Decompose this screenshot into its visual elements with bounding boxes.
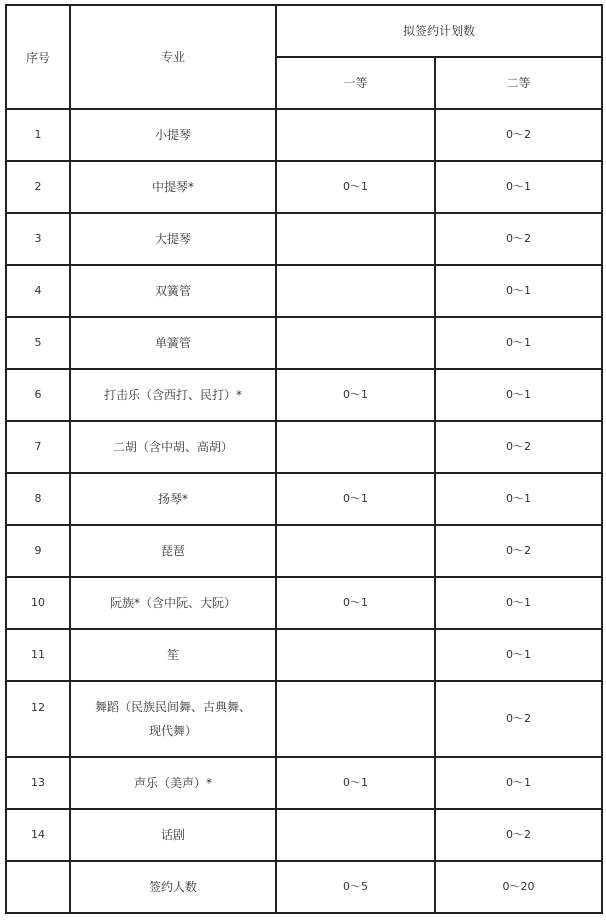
row-index: 14	[6, 809, 70, 861]
header-major: 专业	[70, 5, 276, 109]
table-row	[6, 473, 602, 525]
table-row	[6, 809, 602, 861]
row-major: 中提琴*	[70, 161, 276, 213]
table-row	[6, 317, 602, 369]
row-second: 0～2	[435, 809, 602, 861]
row-first	[276, 265, 435, 317]
row-index: 2	[6, 161, 70, 213]
row-index: 1	[6, 109, 70, 161]
row-index: 4	[6, 265, 70, 317]
table-row	[6, 525, 602, 577]
row-index: 3	[6, 213, 70, 265]
row-major: 笙	[70, 629, 276, 681]
header-first: 一等	[276, 57, 435, 109]
header-index: 序号	[6, 5, 70, 109]
row-first	[276, 109, 435, 161]
row-second: 0～1	[435, 317, 602, 369]
row-index: 6	[6, 369, 70, 421]
row-second: 0～1	[435, 265, 602, 317]
row-first	[276, 629, 435, 681]
row-second: 0～1	[435, 161, 602, 213]
row-major: 大提琴	[70, 213, 276, 265]
row-major: 琵琶	[70, 525, 276, 577]
row-index: 11	[6, 629, 70, 681]
table-row	[6, 757, 602, 809]
row-index: 7	[6, 421, 70, 473]
row-second: 0～2	[435, 681, 602, 757]
row-major: 双簧管	[70, 265, 276, 317]
row-index: 5	[6, 317, 70, 369]
row-major: 小提琴	[70, 109, 276, 161]
table-row	[6, 369, 602, 421]
row-major	[70, 681, 276, 757]
row-first	[276, 525, 435, 577]
row-second: 0～2	[435, 525, 602, 577]
row-second: 0～1	[435, 577, 602, 629]
row-first: 0～1	[276, 369, 435, 421]
table-row	[6, 577, 602, 629]
table-row	[6, 629, 602, 681]
row-major: 声乐（美声）*	[70, 757, 276, 809]
total-index	[6, 861, 70, 913]
table-row	[6, 109, 602, 161]
row-major: 单簧管	[70, 317, 276, 369]
row-major: 话剧	[70, 809, 276, 861]
row-major: 阮族*（含中阮、大阮）	[70, 577, 276, 629]
row-first	[276, 681, 435, 757]
row-second: 0～1	[435, 369, 602, 421]
total-second: 0～20	[435, 861, 602, 913]
row-second: 0～2	[435, 109, 602, 161]
row-first	[276, 317, 435, 369]
row-index: 12	[6, 681, 70, 757]
table-row	[6, 265, 602, 317]
row-index: 10	[6, 577, 70, 629]
table-row	[6, 681, 602, 757]
table-row	[6, 421, 602, 473]
row-second: 0～2	[435, 213, 602, 265]
row-first	[276, 213, 435, 265]
table-row	[6, 213, 602, 265]
row-first: 0～1	[276, 757, 435, 809]
row-second: 0～1	[435, 757, 602, 809]
row-major: 二胡（含中胡、高胡）	[70, 421, 276, 473]
total-first: 0～5	[276, 861, 435, 913]
total-label: 签约人数	[70, 861, 276, 913]
row-index: 9	[6, 525, 70, 577]
row-major: 扬琴*	[70, 473, 276, 525]
row-index: 13	[6, 757, 70, 809]
row-first: 0～1	[276, 577, 435, 629]
signing-plan-table	[5, 4, 603, 914]
header-second: 二等	[435, 57, 602, 109]
row-first	[276, 809, 435, 861]
row-index: 8	[6, 473, 70, 525]
row-first: 0～1	[276, 473, 435, 525]
table-row	[6, 161, 602, 213]
header-plan: 拟签约计划数	[276, 5, 602, 57]
row-first	[276, 421, 435, 473]
row-major: 打击乐（含西打、民打）*	[70, 369, 276, 421]
row-major-line1: 舞蹈（民族民间舞、古典舞、	[94, 700, 251, 714]
total-row	[6, 861, 602, 913]
row-second: 0～1	[435, 473, 602, 525]
row-second: 0～2	[435, 421, 602, 473]
row-second: 0～1	[435, 629, 602, 681]
row-first: 0～1	[276, 161, 435, 213]
row-major-line2: 现代舞）	[148, 724, 197, 738]
